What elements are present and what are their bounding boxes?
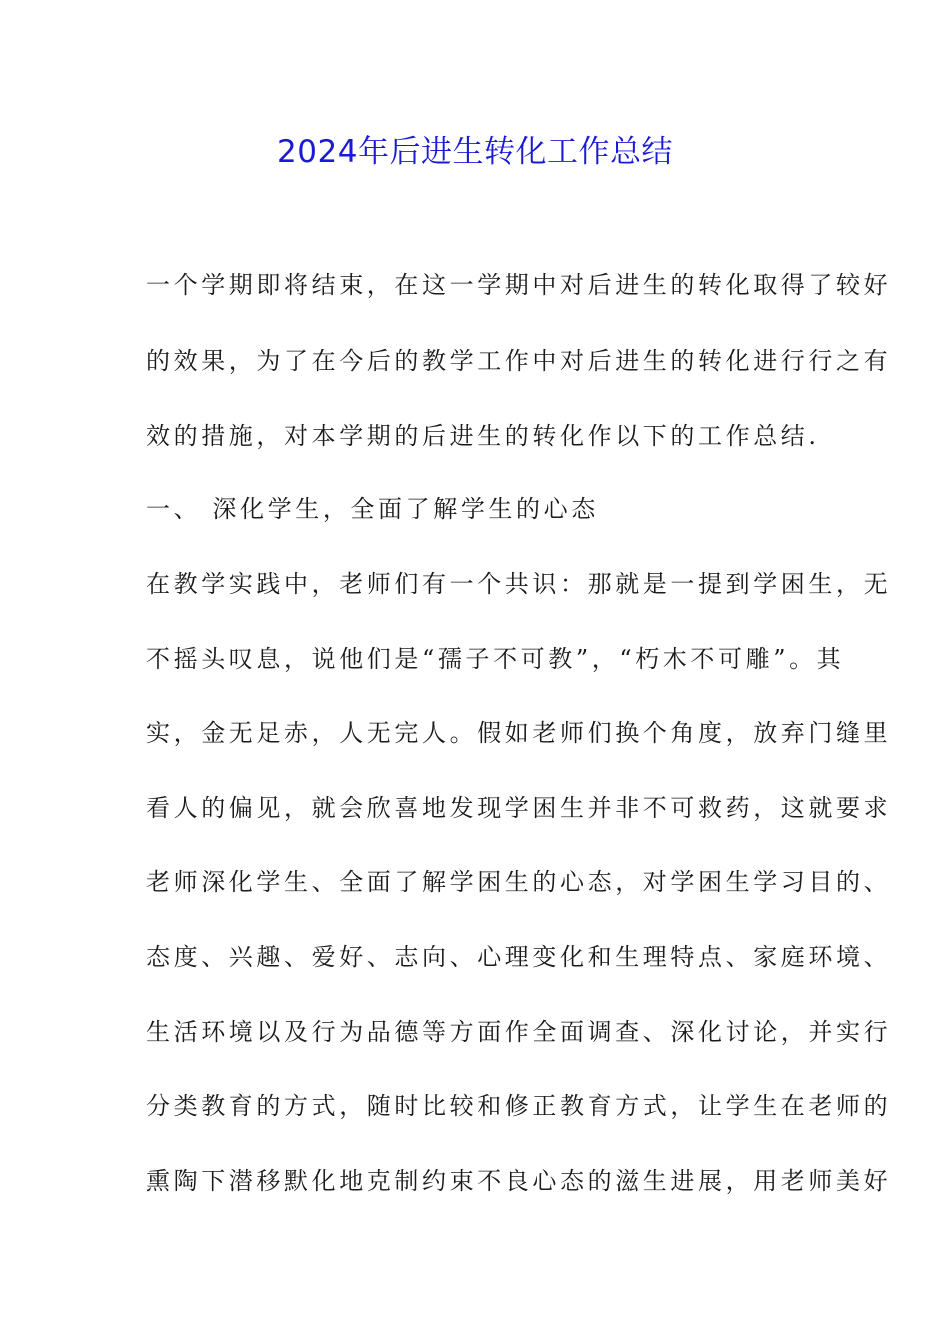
paragraph-line: 看人的偏见，就会欣喜地发现学困生并非不可救药，这就要求 bbox=[146, 794, 892, 822]
paragraph-line: 分类教育的方式，随时比较和修正教育方式，让学生在老师的 bbox=[146, 1092, 892, 1120]
paragraph-line: 效的措施，对本学期的后进生的转化作以下的工作总结. bbox=[146, 422, 820, 450]
paragraph-line: 熏陶下潜移默化地克制约束不良心态的滋生进展，用老师美好 bbox=[146, 1167, 892, 1195]
paragraph-line: 的效果，为了在今后的教学工作中对后进生的转化进行行之有 bbox=[146, 347, 892, 375]
document-title: 2024年后进生转化工作总结 bbox=[277, 134, 673, 170]
paragraph-line: 老师深化学生、全面了解学困生的心态，对学困生学习目的、 bbox=[146, 868, 892, 896]
paragraph-line: 态度、兴趣、爱好、志向、心理变化和生理特点、家庭环境、 bbox=[146, 943, 892, 971]
paragraph-line: 在教学实践中，老师们有一个共识：那就是一提到学困生，无 bbox=[146, 570, 892, 598]
paragraph-line: 生活环境以及行为品德等方面作全面调查、深化讨论，并实行 bbox=[146, 1018, 892, 1046]
paragraph-line: 不摇头叹息，说他们是“孺子不可教”，“朽木不可雕”。其 bbox=[146, 645, 845, 673]
section-heading: 一、 深化学生，全面了解学生的心态 bbox=[146, 495, 599, 523]
paragraph-line: 一个学期即将结束，在这一学期中对后进生的转化取得了较好 bbox=[146, 271, 892, 299]
paragraph-line: 实，金无足赤，人无完人。假如老师们换个角度，放弃门缝里 bbox=[146, 719, 892, 747]
